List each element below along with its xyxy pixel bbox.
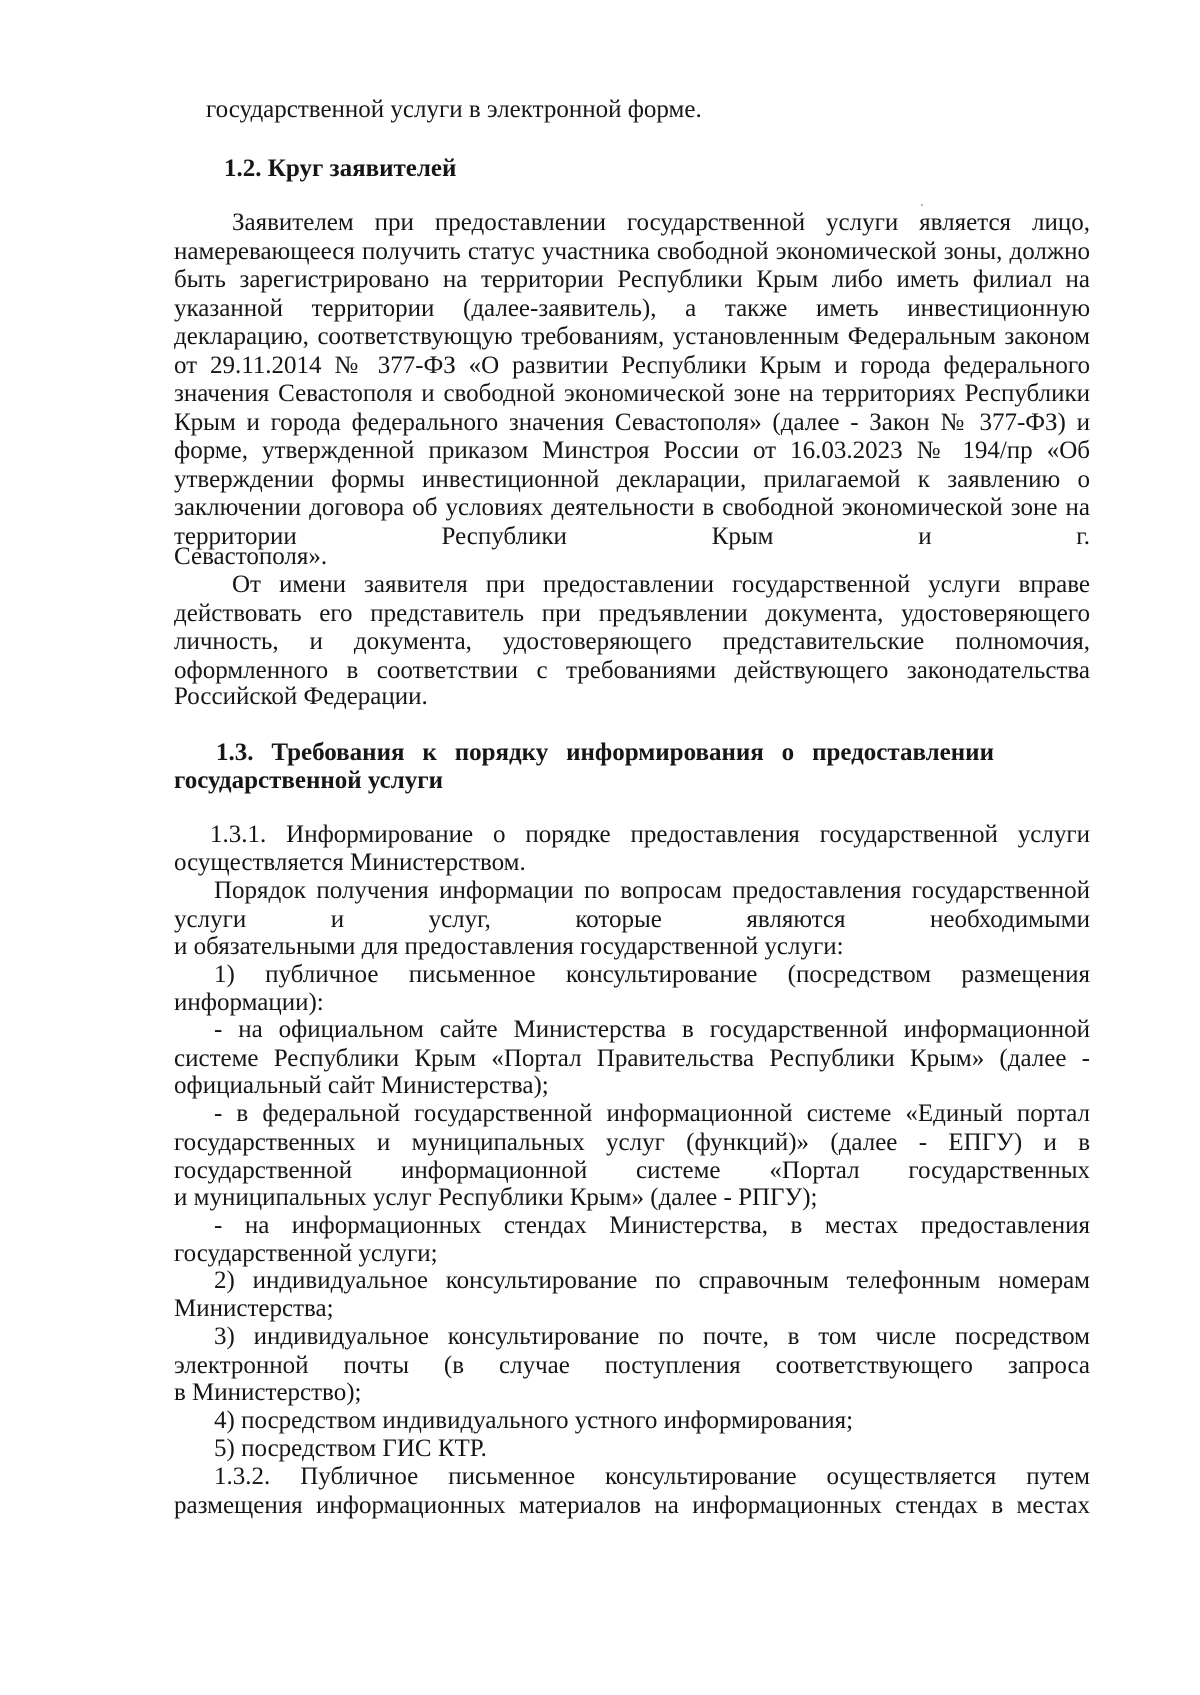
item-1-line1: 1) публичное письменное консультирование (посредством размещения <box>214 961 1090 988</box>
item-1-stands-end: государственной услуги; <box>174 1240 438 1267</box>
order-paragraph: Порядок получения информации по вопросам предоставления государственной услуги и услуг, которые являются необходимыми <box>174 877 1090 933</box>
section-1-3-heading-line2: государственной услуги <box>174 767 444 794</box>
item-1-epgu-end: и муниципальных услуг Республики Крым» (далее - РПГУ); <box>174 1184 818 1211</box>
order-paragraph-end: и обязательными для предоставления государственной услуги: <box>174 933 844 960</box>
p-1-3-1-line2: осуществляется Министерством. <box>174 849 526 876</box>
applicants-paragraph: Заявителем при предоставлении государственной услуги является лицо, намеревающееся получить статус участника свободной экономической зоны, должно быть зарегистрировано на территории Республики Крым либо иметь филиал на указанной территории (далее-заявитель), а также иметь инвестиционную декларацию, соответствующую требованиям, установленным Федеральным законом от 29.11.2014 № 377-ФЗ «О развитии Республики Крым и города федерального значения Севастополя и свободной экономической зоне на территориях Республики Крым и города федерального значения Севастополя» (далее - Закон № 377-ФЗ) и форме, утвержденной приказом Минстроя России от 16.03.2023 № 194/пр «Об утверждении формы инвестиционной декларации, прилагаемой к заявлению о заключении договора об условиях деятельности в свободной экономической зоне на территории Республики Крым и г. <box>174 209 1090 550</box>
item-2-line1: 2) индивидуальное консультирование по справочным телефонным номерам <box>214 1267 1090 1294</box>
continuation-line: государственной услуги в электронной форме. <box>206 96 702 123</box>
item-1-epgu: - в федеральной государственной информационной системе «Единый портал государственных и муниципальных услуг (функций)» (далее - ЕПГУ) и в государственной информационной системе «Портал государственных <box>174 1100 1090 1184</box>
scan-speck <box>921 204 923 206</box>
item-3-end: в Министерство); <box>174 1379 362 1406</box>
item-3: 3) индивидуальное консультирование по почте, в том числе посредством электронной почты (в случае поступления соответствующего запроса <box>174 1323 1090 1379</box>
section-1-2-heading: 1.2. Круг заявителей <box>224 155 457 182</box>
item-5: 5) посредством ГИС КТР. <box>214 1435 487 1462</box>
item-1-line2: информации): <box>174 989 324 1016</box>
item-1-stands: - на информационных стендах Министерства, в местах предоставления <box>214 1212 1090 1239</box>
item-2-line2: Министерства; <box>174 1295 334 1322</box>
representative-paragraph: От имени заявителя при предоставлении государственной услуги вправе действовать его представитель при предъявлении документа, удостоверяющего личность, и документа, удостоверяющего представительские полномочия, оформленного в соответствии с требованиями действующего законодательства <box>174 571 1090 684</box>
p-1-3-2: 1.3.2. Публичное письменное консультирование осуществляется путем размещения информационных материалов на информационных стендах в местах <box>174 1463 1090 1519</box>
item-1-official-site-end: официальный сайт Министерства); <box>174 1072 549 1099</box>
p-1-3-1-line1: 1.3.1. Информирование о порядке предоставления государственной услуги <box>210 821 1090 848</box>
section-1-3-heading-line1: 1.3. Требования к порядку информирования о предоставлении <box>216 739 994 766</box>
item-1-official-site: - на официальном сайте Министерства в государственной информационной системе Республики Крым «Портал Правительства Республики Крым» (далее - <box>174 1016 1090 1072</box>
representative-paragraph-end: Российской Федерации. <box>174 683 428 710</box>
item-4: 4) посредством индивидуального устного информирования; <box>214 1407 854 1434</box>
applicants-paragraph-end: Севастополя». <box>174 543 328 570</box>
